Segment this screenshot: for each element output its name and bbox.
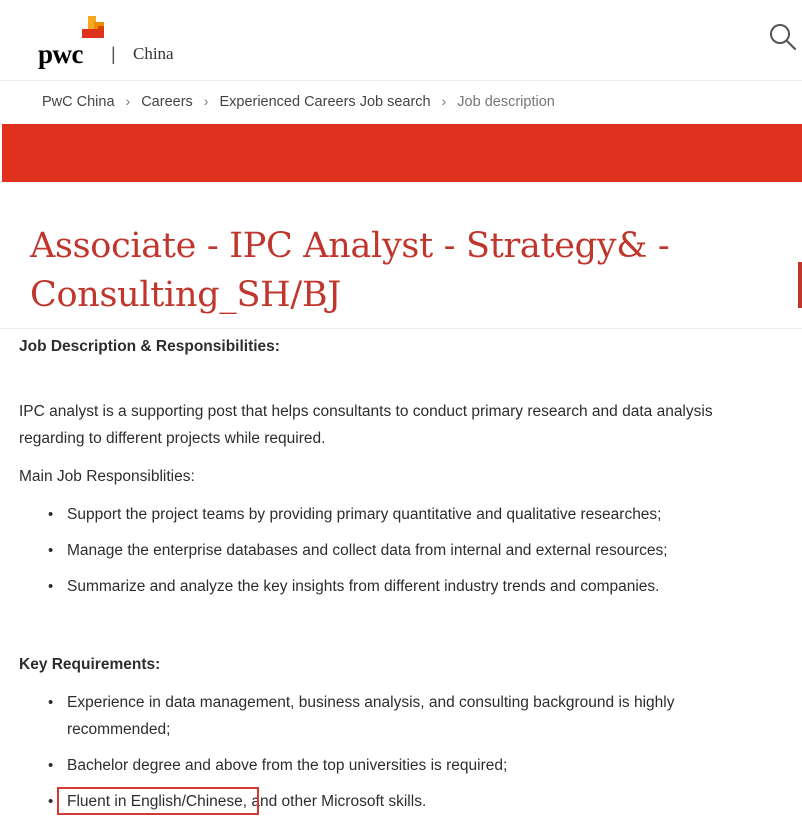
breadcrumb-item-current: Job description	[457, 94, 555, 110]
chevron-right-icon: ›	[441, 93, 447, 109]
responsibilities-heading: Main Job Responsiblities:	[19, 468, 195, 485]
search-icon[interactable]	[768, 22, 798, 52]
breadcrumb-item-job-search[interactable]: Experienced Careers Job search	[219, 94, 431, 110]
edge-accent	[798, 262, 802, 308]
logo-wordmark: pwc	[38, 39, 83, 69]
breadcrumb-item-careers[interactable]: Careers	[141, 94, 193, 110]
pwc-logo[interactable]	[38, 16, 108, 68]
list-item: • Bachelor degree and above from the top universities is required;	[19, 752, 779, 779]
list-item: • Summarize and analyze the key insights from different industry trends and companies.	[19, 573, 779, 600]
job-title: Associate - IPC Analyst - Strategy& - Consulting_SH/BJ	[30, 226, 670, 315]
list-item: • Fluent in English/Chinese, and other Microsoft skills.	[19, 788, 779, 815]
description-text: IPC analyst is a supporting post that helps consultants to conduct primary research and data analysis regarding to different projects while required.	[19, 403, 713, 447]
pwc-logo-mark-icon	[78, 16, 108, 40]
list-item: • Manage the enterprise databases and collect data from internal and external resources;	[19, 537, 779, 564]
title-divider	[0, 328, 802, 329]
chevron-right-icon: ›	[203, 93, 209, 109]
highlight-box	[57, 787, 259, 815]
list-item: • Support the project teams by providing primary quantitative and qualitative researches;	[19, 501, 779, 528]
breadcrumb	[42, 93, 555, 110]
site-header	[0, 0, 802, 81]
description-heading: Job Description & Responsibilities:	[19, 338, 280, 355]
list-item: • Experience in data management, business analysis, and consulting background is highly recommended;	[19, 689, 727, 743]
breadcrumb-item-pwc-china[interactable]: PwC China	[42, 94, 115, 110]
hero-banner	[2, 124, 802, 182]
requirements-heading: Key Requirements:	[19, 656, 161, 673]
header-separator: |	[111, 44, 116, 64]
chevron-right-icon: ›	[125, 93, 131, 109]
region-label[interactable]: China	[133, 44, 174, 63]
responsibilities-list	[19, 501, 779, 600]
